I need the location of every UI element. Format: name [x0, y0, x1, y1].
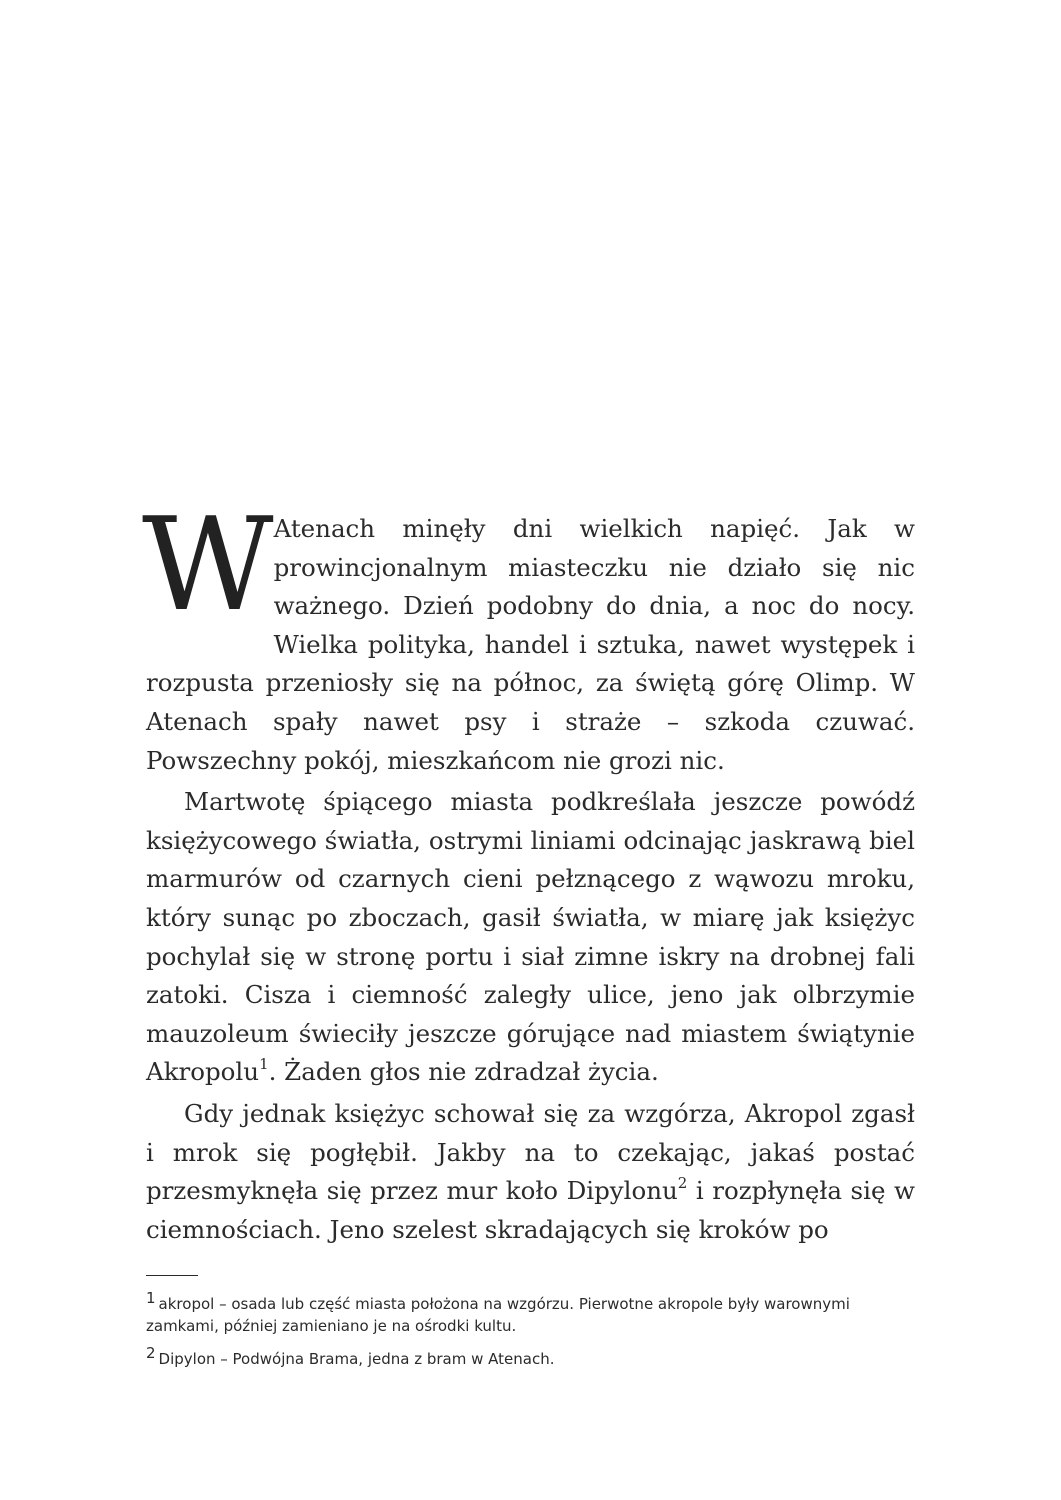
footnotes: [146, 1287, 915, 1375]
footnote-ref-1: 1: [259, 1055, 269, 1074]
paragraph-2-text-b: . Żaden głos nie zdradzał życia.: [268, 1057, 659, 1087]
paragraph-1: [142, 491, 915, 780]
paragraph-3-text-a: Gdy jednak księżyc schował się za wzgórza, Akropol zgasł i mrok się pogłębił. Jakby na to czekając, jakaś postać przesmyknęła się przez mur koło Dipylonu: [146, 1098, 915, 1206]
footnote-1: [146, 1287, 915, 1337]
paragraph-3: [146, 1095, 915, 1249]
paragraph-1-text: Atenach minęły dni wielkich napięć. Jak w prowincjonalnym miasteczku nie działo się nic ważnego. Dzień podobny do dnia, a noc do nocy. Wielka polityka, handel i sztuka, nawet występek i rozpusta przeniosły się na północ, za świętą górę Olimp. W Atenach spały nawet psy i straże – szkoda czuwać. Powszechny pokój, mieszkańcom nie grozi nic.: [146, 514, 915, 775]
footnote-2: [146, 1342, 915, 1370]
footnote-2-number: 2: [146, 1344, 156, 1362]
footnote-2-text: Dipylon – Podwójna Brama, jedna z bram w Atenach.: [158, 1350, 555, 1368]
paragraph-2: [146, 783, 915, 1092]
paragraph-2-text-a: Martwotę śpiącego miasta podkreślała jeszcze powódź księżycowego światła, ostrymi liniami odcinając jaskrawą biel marmurów od czarnych cieni pełznącego z wąwozu mroku, który sunąc po zboczach, gasił światła, w miarę jak księżyc pochylał się w stronę portu i siał zimne iskry na drobnej fali zatoki. Cisza i ciemność zaległy ulice, jeno jak olbrzymie mauzoleum świeciły jeszcze górujące nad miastem świątynie Akropolu: [146, 787, 915, 1087]
drop-cap: W: [142, 491, 268, 640]
footnote-1-text: akropol – osada lub część miasta położona na wzgórzu. Pierwotne akropole były warownymi zamkami, później zamieniano je na ośrodki kultu.: [146, 1295, 850, 1335]
paragraph-3-text-b: i rozpłynęła się w ciemnościach. Jeno szelest skradających się kroków po: [146, 1176, 915, 1244]
main-text: [142, 491, 915, 1252]
footnote-1-number: 1: [146, 1289, 156, 1307]
footnote-ref-2: 2: [677, 1173, 688, 1192]
footnote-divider: [146, 1275, 198, 1276]
